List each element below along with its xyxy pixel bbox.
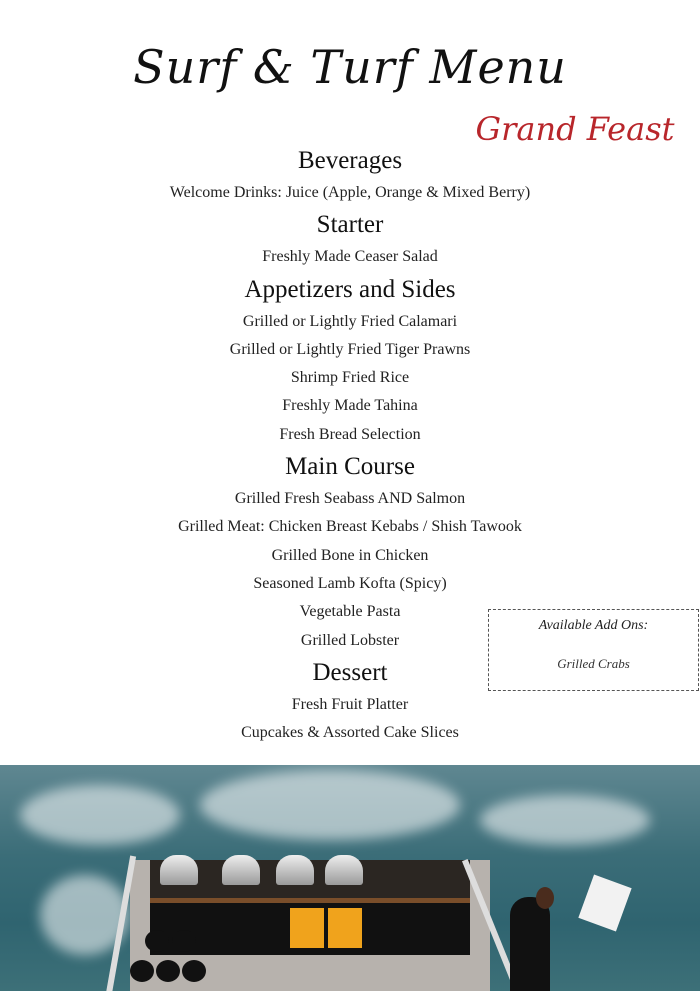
menu-subtitle: Grand Feast: [475, 110, 675, 148]
cooler-bin: [290, 908, 324, 948]
chafing-dish: [276, 855, 314, 885]
sea-foam: [200, 770, 460, 840]
menu-item: Grilled Meat: Chicken Breast Kebabs / Shish Tawook: [178, 518, 522, 536]
menu-item: Grilled or Lightly Fried Calamari: [242, 312, 458, 330]
section-title: Main Course: [285, 453, 415, 481]
cooler-bin: [328, 908, 362, 948]
menu-item: Grilled or Lightly Fried Tiger Prawns: [229, 340, 471, 358]
plate-stack: [172, 930, 196, 952]
menu-item: Vegetable Pasta: [299, 603, 401, 621]
plate-stack: [156, 960, 180, 982]
menu-item: Welcome Drinks: Juice (Apple, Orange & Mixed Berry): [169, 184, 531, 201]
menu-item: Grilled Bone in Chicken: [271, 546, 429, 564]
boat-buffet-photo: [0, 765, 700, 991]
sea-foam: [480, 795, 650, 845]
menu-item: Grilled Lobster: [300, 631, 400, 649]
addons-item: Grilled Crabs: [557, 656, 630, 671]
menu-item: Freshly Made Ceaser Salad: [262, 248, 438, 266]
menu-item: Fresh Bread Selection: [279, 425, 421, 443]
chafing-dish: [160, 855, 198, 885]
chafing-dish: [325, 855, 363, 885]
section-title: Beverages: [297, 147, 403, 174]
menu-item: Shrimp Fried Rice: [290, 369, 410, 387]
section-title: Starter: [316, 211, 384, 239]
chafing-dish: [222, 855, 260, 885]
section-starter: [0, 207, 700, 271]
white-bag: [578, 875, 631, 932]
menu-title: Surf & Turf Menu: [133, 40, 567, 94]
addons-box: [488, 609, 699, 691]
chef-head: [536, 887, 554, 909]
sea-foam: [20, 785, 180, 845]
menu-item: Cupcakes & Assorted Cake Slices: [241, 724, 459, 742]
plate-stack: [182, 960, 206, 982]
plate-stack: [130, 960, 154, 982]
section-title: Dessert: [312, 658, 388, 686]
menu-item: Seasoned Lamb Kofta (Spicy): [253, 574, 447, 592]
plate-stack: [145, 930, 169, 952]
addons-title: Available Add Ons:: [538, 618, 649, 633]
menu-item: Freshly Made Tahina: [282, 397, 418, 415]
menu-item: Fresh Fruit Platter: [291, 695, 409, 713]
section-title: Appetizers and Sides: [244, 275, 456, 303]
section-beverages: [0, 143, 700, 207]
chef-figure: [510, 897, 550, 991]
section-appetizers: [0, 272, 700, 449]
menu-item: Grilled Fresh Seabass AND Salmon: [234, 490, 466, 508]
